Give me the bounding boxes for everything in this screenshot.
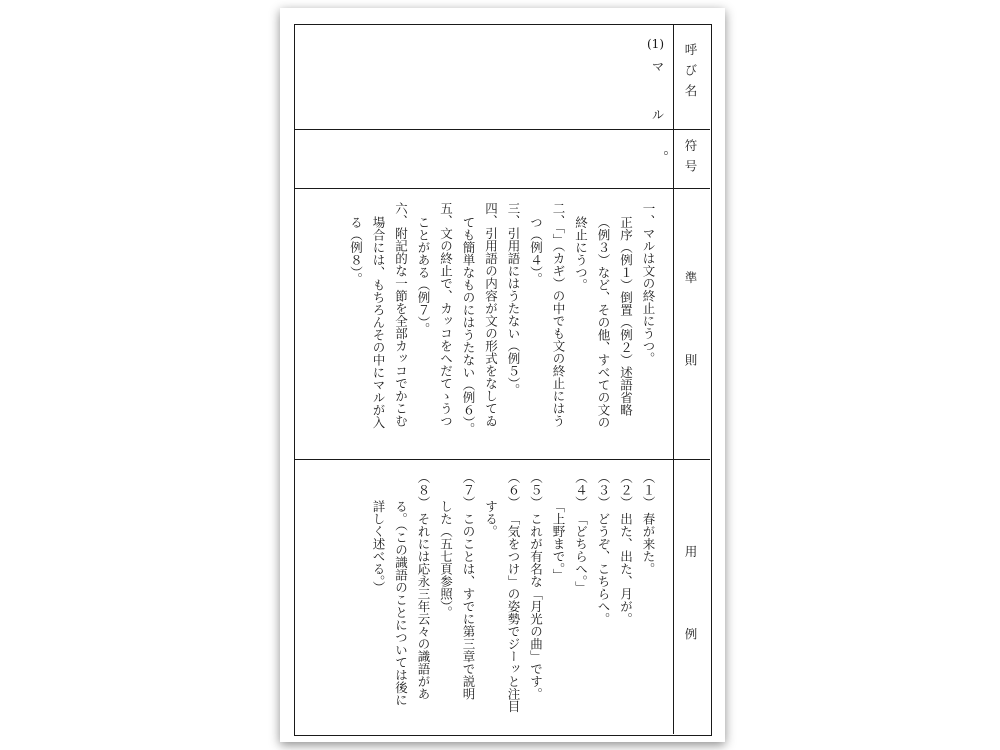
row-divider-name [295,129,710,130]
rule-text: ことがある（例７）。 [416,216,431,335]
rule-number: 五、 [438,202,454,227]
table-frame [294,24,712,736]
rule-text: ても簡単なものにはうたない（例６）。 [461,216,476,435]
example-line: した（五七頁参照）。 [438,471,454,619]
rule-line [502,202,525,454]
rule-number: 一、 [641,202,656,227]
rule-text: つ（例４）。 [528,216,544,285]
rule-text: 文の終止で、カッコをへだてゝうつ [438,227,454,427]
example-line: 詳しく述べる。） [371,471,386,594]
rule-number: 二、 [551,202,566,227]
label-fugou: 符号 [683,139,698,180]
row-divider-rules [295,459,710,460]
rule-text: 正序（例１）倒置（例２）述語省略 [618,216,634,416]
row-divider-symbol [295,188,710,189]
example-line: （２） 出た、出た、月が。 [618,471,634,625]
example-line: 「上野まで。」 [551,471,566,582]
example-line: する。 [483,471,499,538]
rule-line [344,202,367,454]
symbol-name-ru: ル [650,108,665,121]
example-line: （４） 「どちらへ。」 [573,471,589,594]
rule-line [614,202,637,454]
label-junsoku: 準則 [683,271,698,436]
rule-line [637,202,660,454]
rule-text: 附記的な一節を全部カッコでかこむ [393,227,409,427]
example-line: （８） それには応永三年云々の識語があ [416,471,431,700]
label-yobina: 呼び名 [683,43,698,105]
rule-line [547,202,570,454]
example-line: る。（この識語のことについては後に [393,471,409,707]
rule-text: る（例８）。 [348,216,364,285]
symbol-number: (1) [647,37,664,51]
rule-text: 「」（カギ）の中でも文の終止にはう [551,227,566,427]
rule-text: （例３）など、その他、すべての文の [596,216,611,429]
rule-text: 引用語にはうたない（例５）。 [506,227,521,396]
examples-text [367,471,660,726]
rule-line [367,202,390,454]
rule-text: 引用語の内容が文の形式をなしてゐ [483,227,499,427]
rule-line [479,202,502,454]
document-page [280,8,725,742]
rule-line [434,202,457,454]
rule-line [592,202,615,454]
rule-line [569,202,592,454]
rule-line [389,202,412,454]
rule-number: 三、 [506,202,521,227]
rule-text: 場合には、もちろんその中にマルが入 [371,216,386,429]
rules-text [344,202,659,454]
rule-number: 四、 [483,202,499,227]
example-line: （３） どうぞ、こちらへ。 [596,471,611,625]
example-line: （６） 「気をつけ」の姿勢でジーッと注目 [506,471,521,713]
label-yourei: 用例 [683,545,698,710]
rule-text: 終止にうつ。 [573,216,589,291]
example-line: （１） 春が来た。 [641,471,656,575]
rule-line [457,202,480,454]
rule-number: 六、 [393,202,409,227]
rule-line [524,202,547,454]
symbol-mark: 。 [653,150,669,164]
example-line: （７） このことは、すでに第三章で説明 [461,471,476,700]
symbol-name-ma: マ [650,60,665,73]
rule-line [412,202,435,454]
label-column-divider [673,25,674,734]
example-line: （５） これが有名な「月光の曲」です。 [528,471,544,700]
rule-text: マルは文の終止にうつ。 [641,227,656,365]
